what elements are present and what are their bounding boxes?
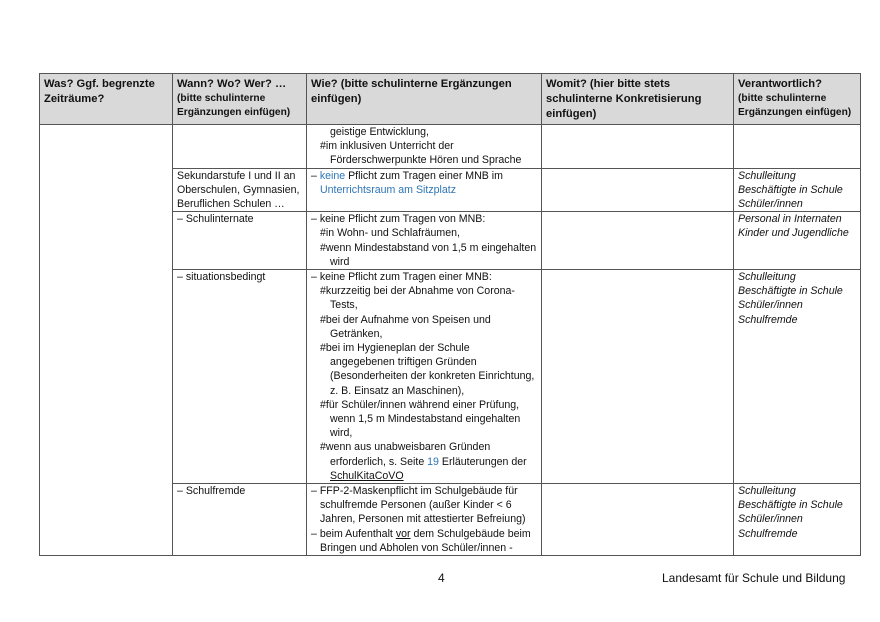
header-womit: Womit? (hier bitte stets schulinterne Konkretisierung einfügen) xyxy=(542,74,734,125)
responsible-item: Schulfremde xyxy=(738,527,798,540)
verantwortlich-cell xyxy=(734,125,861,169)
bullet-item: #wenn aus unabweisbaren Gründen erforderlich, s. Seite 19 Erläuterungen der SchulKitaCoVO xyxy=(320,441,527,482)
page-number: 4 xyxy=(438,571,445,585)
wie-cell xyxy=(307,484,542,556)
womit-cell xyxy=(542,168,734,212)
responsible-item: Personal in Internaten xyxy=(738,213,842,226)
bullet-item: #kurzzeitig bei der Abnahme von Corona-Tests, xyxy=(320,285,515,312)
bullet-item: #im inklusiven Unterricht der Förderschwerpunkte Hören und Sprache xyxy=(320,140,522,167)
header-wann-hint: (bitte schulinterne Ergänzungen einfügen) xyxy=(177,93,291,119)
bullet-item: #wenn Mindestabstand von 1,5 m eingehalten wird xyxy=(320,241,537,268)
responsible-item: Schüler/innen xyxy=(738,299,803,312)
was-cell xyxy=(40,125,173,556)
wann-cell: – Schulfremde xyxy=(173,484,307,556)
emphasis-vor: vor xyxy=(395,527,411,540)
verantwortlich-cell xyxy=(734,168,861,212)
womit-cell xyxy=(542,270,734,484)
measures-table xyxy=(39,73,861,556)
responsible-item: Schulfremde xyxy=(738,313,798,326)
verantwortlich-cell xyxy=(734,212,861,270)
wann-cell: – situationsbedingt xyxy=(173,270,307,484)
wie-cell xyxy=(307,212,542,270)
wie-cell xyxy=(307,270,542,484)
page-reference-link[interactable]: 19 xyxy=(427,455,439,468)
header-wann: Wann? Wo? Wer? … (bitte schulinterne Ergänzungen einfügen) xyxy=(173,74,307,125)
responsible-item: Beschäftigte in Schule xyxy=(738,285,843,298)
responsible-item: Schulleitung xyxy=(738,271,796,284)
measure-item: – beim Aufenthalt vor dem Schulgebäude beim Bringen und Abholen von Schüler/innen - xyxy=(311,527,531,554)
header-was: Was? Ggf. begrenzte Zeiträume? xyxy=(40,74,173,125)
womit-cell xyxy=(542,484,734,556)
table-header-row xyxy=(40,74,861,125)
wann-cell: – Schulinternate xyxy=(173,212,307,270)
verantwortlich-cell xyxy=(734,484,861,556)
header-wie: Wie? (bitte schulinterne Ergänzungen einfügen) xyxy=(307,74,542,125)
measure-item: – keine Pflicht zum Tragen von MNB: xyxy=(311,213,486,226)
highlight-link[interactable]: Unterrichtsraum am Sitzplatz xyxy=(320,183,456,196)
regulation-link[interactable]: SchulKitaCoVO xyxy=(330,469,404,482)
bullet-item: #für Schüler/innen während einer Prüfung, wenn 1,5 m Mindestabstand eingehalten wird, xyxy=(320,398,521,440)
responsible-item: Beschäftigte in Schule xyxy=(738,183,843,196)
wie-cell xyxy=(307,125,542,169)
header-verantwortlich: Verantwortlich? (bitte schulinterne Ergänzungen einfügen) xyxy=(734,74,861,125)
header-verantwortlich-hint: (bitte schulinterne Ergänzungen einfügen) xyxy=(738,93,852,119)
womit-cell xyxy=(542,212,734,270)
measure-item: – keine Pflicht zum Tragen einer MNB: xyxy=(311,271,492,284)
bullet-item: #bei der Aufnahme von Speisen und Getränken, xyxy=(320,313,491,340)
responsible-item: Schulleitung xyxy=(738,169,796,182)
womit-cell xyxy=(542,125,734,169)
wie-cell xyxy=(307,168,542,212)
measure-item: – FFP-2-Maskenpflicht im Schulgebäude für schulfremde Personen (außer Kinder < 6 Jahren, Personen mit attestierter Befreiung) xyxy=(311,485,526,526)
verantwortlich-cell xyxy=(734,270,861,484)
wann-cell xyxy=(173,125,307,169)
footer-organization: Landesamt für Schule und Bildung xyxy=(662,571,846,585)
responsible-item: Schüler/innen xyxy=(738,198,803,211)
wann-cell: Sekundarstufe I und II an Oberschulen, Gymnasien, Beruflichen Schulen … xyxy=(173,168,307,212)
measure-item: – keine Pflicht zum Tragen einer MNB im Unterrichtsraum am Sitzplatz xyxy=(311,169,503,196)
responsible-item: Schulleitung xyxy=(738,485,796,498)
responsible-item: Kinder und Jugendliche xyxy=(738,227,849,240)
table-row xyxy=(40,125,861,169)
bullet-item: #in Wohn- und Schlafräumen, xyxy=(320,227,460,240)
responsible-item: Schüler/innen xyxy=(738,513,803,526)
continued-text: geistige Entwicklung, xyxy=(330,126,429,138)
bullet-item: #bei im Hygieneplan der Schule angegebenen triftigen Gründen (Besonderheiten der konkreten Einrichtung, z. B. Einsatz an Maschinen), xyxy=(320,342,535,397)
responsible-item: Beschäftigte in Schule xyxy=(738,499,843,512)
highlight-keine: keine xyxy=(319,169,346,182)
